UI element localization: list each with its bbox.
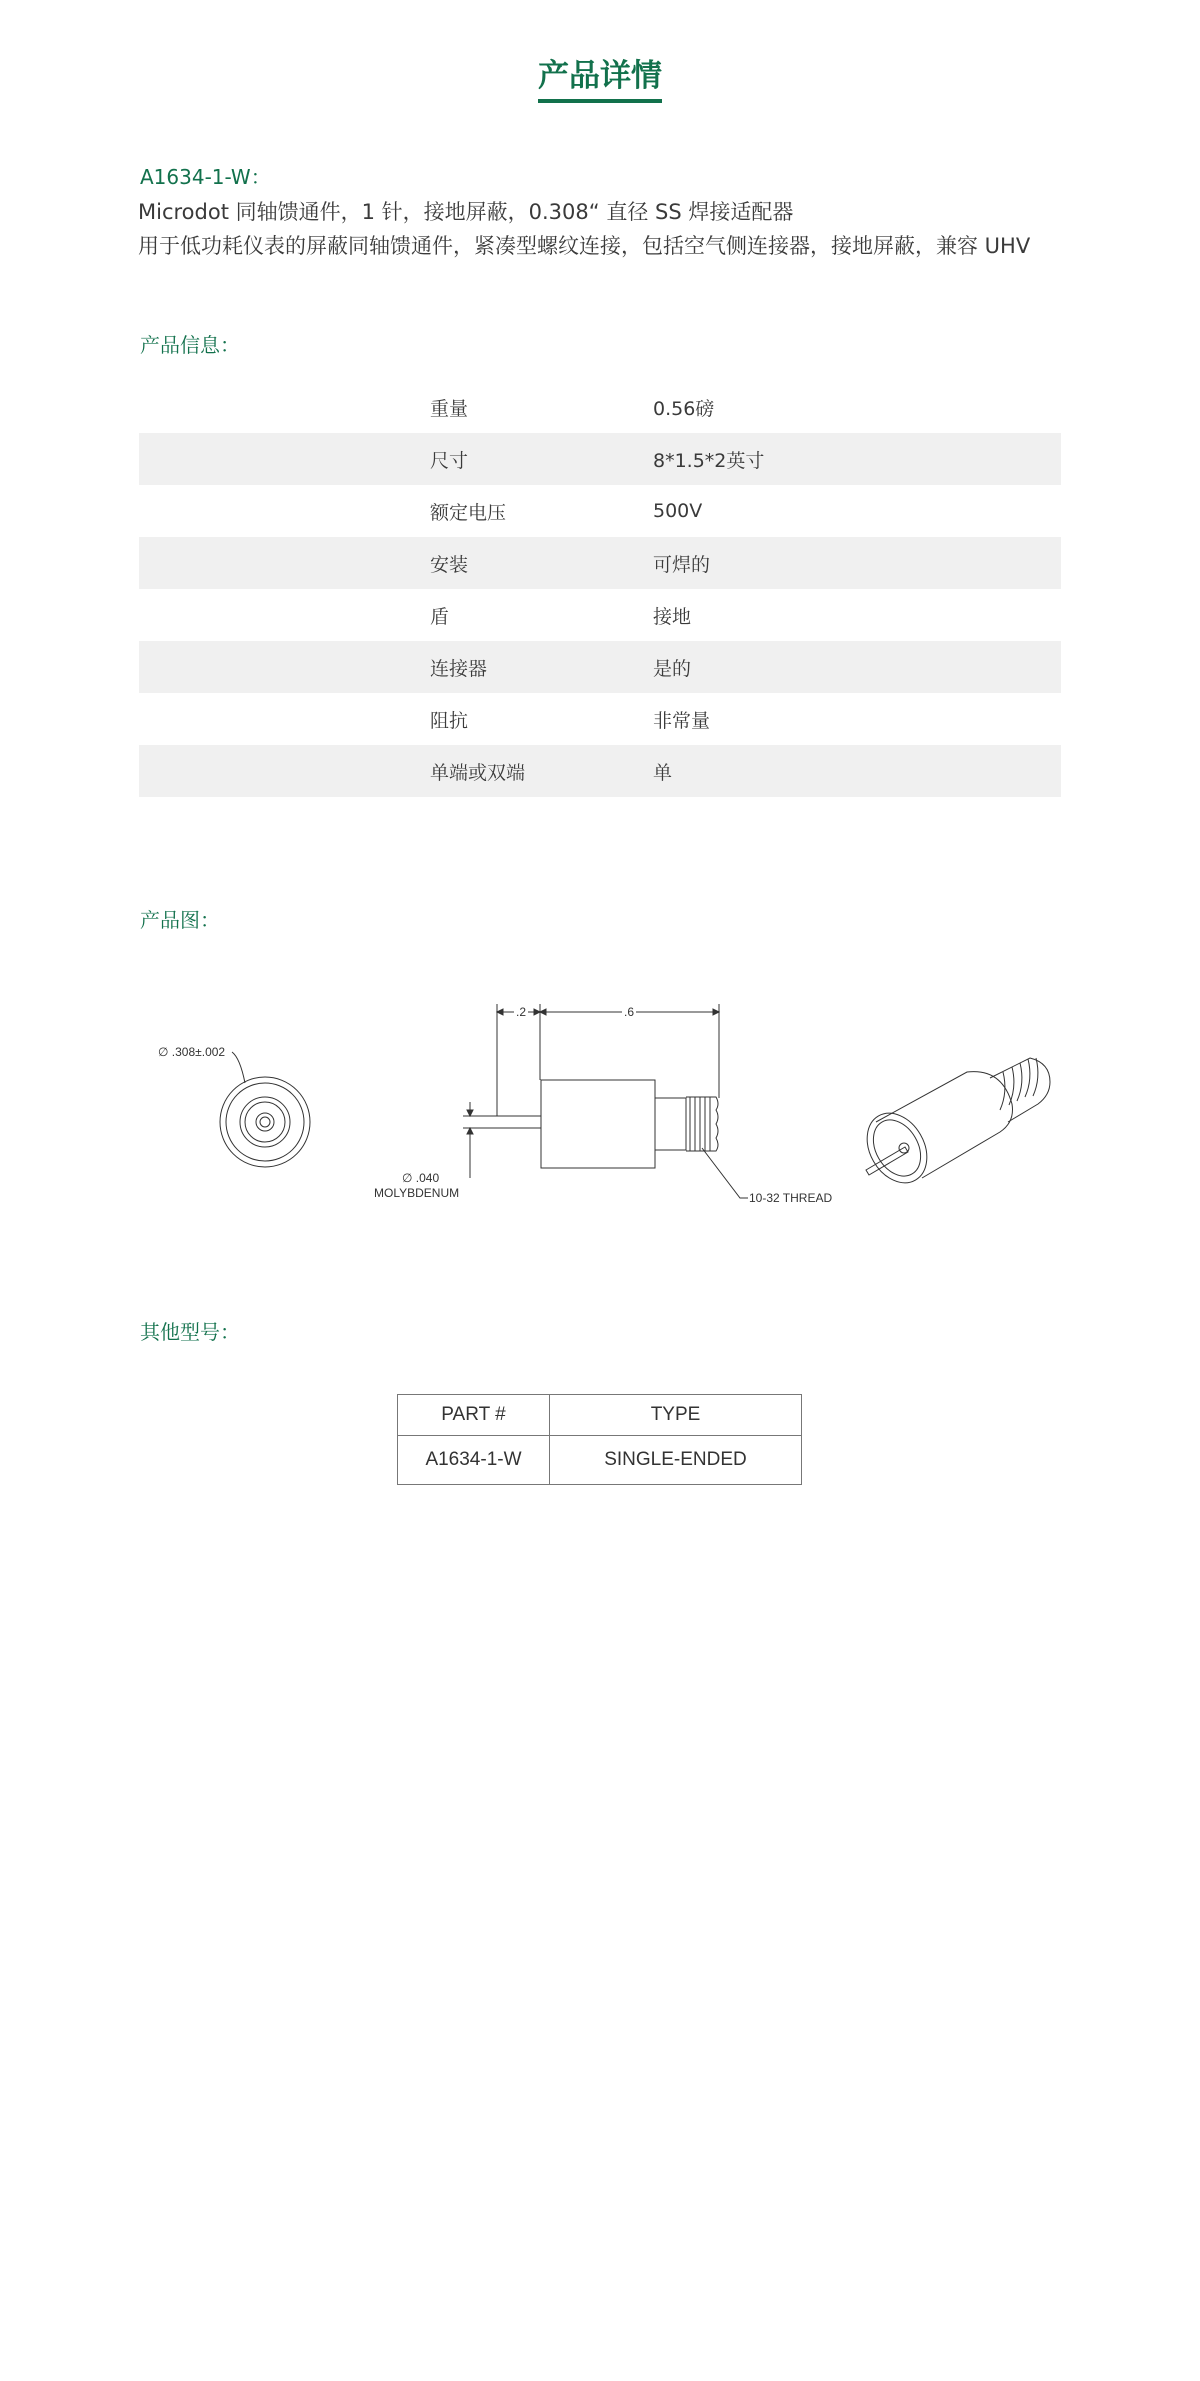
table-row bbox=[398, 1436, 802, 1485]
other-models-table bbox=[397, 1394, 802, 1485]
model-label: A1634-1-W： bbox=[140, 165, 271, 189]
side-view bbox=[374, 1004, 832, 1205]
spec-row bbox=[139, 537, 1061, 589]
spec-key: 单端或双端 bbox=[430, 761, 526, 784]
spec-key: 安装 bbox=[430, 553, 469, 576]
isometric-view bbox=[855, 1058, 1050, 1194]
pin-diameter-label: ∅ .040 bbox=[402, 1171, 440, 1185]
spec-key: 重量 bbox=[430, 397, 469, 420]
product-info-table bbox=[139, 381, 1061, 797]
part-number: A1634-1-W bbox=[398, 1436, 550, 1485]
dimension-b: .6 bbox=[624, 1005, 635, 1019]
spec-row bbox=[139, 589, 1061, 641]
header-part: PART # bbox=[398, 1395, 550, 1436]
diameter-label: ∅ .308±.002 bbox=[158, 1045, 226, 1059]
spec-row bbox=[139, 485, 1061, 537]
spec-key: 尺寸 bbox=[430, 449, 469, 472]
spec-value: 是的 bbox=[653, 657, 692, 680]
spec-value: 0.56磅 bbox=[653, 397, 715, 420]
header-type: TYPE bbox=[550, 1395, 802, 1436]
front-view bbox=[158, 1045, 310, 1167]
description-line-2: 用于低功耗仪表的屏蔽同轴馈通件，紧凑型螺纹连接，包括空气侧连接器，接地屏蔽，兼容 UHV bbox=[138, 234, 1031, 258]
spec-row bbox=[139, 693, 1061, 745]
spec-row bbox=[139, 745, 1061, 797]
thread-label: 10-32 THREAD bbox=[749, 1191, 833, 1205]
pin-material-label: MOLYBDENUM bbox=[374, 1186, 460, 1200]
product-drawing bbox=[0, 990, 1200, 1230]
product-drawing-label: 产品图： bbox=[140, 908, 220, 932]
spec-value: 接地 bbox=[653, 605, 692, 628]
spec-row bbox=[139, 433, 1061, 485]
part-type: SINGLE-ENDED bbox=[550, 1436, 802, 1485]
spec-value: 非常量 bbox=[653, 709, 711, 732]
spec-value: 500V bbox=[653, 500, 703, 522]
page-title: 产品详情 bbox=[538, 58, 662, 103]
spec-row bbox=[139, 641, 1061, 693]
spec-key: 额定电压 bbox=[430, 501, 507, 524]
spec-key: 连接器 bbox=[430, 657, 488, 680]
product-info-label: 产品信息： bbox=[140, 333, 240, 357]
dimension-a: .2 bbox=[516, 1005, 527, 1019]
spec-row bbox=[139, 381, 1061, 433]
models-header-row bbox=[398, 1395, 802, 1436]
spec-value: 8*1.5*2英寸 bbox=[653, 449, 765, 472]
spec-value: 可焊的 bbox=[653, 553, 711, 576]
page-title-wrap bbox=[0, 58, 1200, 103]
description-line-1: Microdot 同轴馈通件，1 针，接地屏蔽，0.308“ 直径 SS 焊接适配器 bbox=[138, 200, 794, 224]
spec-key: 盾 bbox=[430, 605, 450, 628]
other-models-label: 其他型号： bbox=[140, 1320, 240, 1344]
spec-value: 单 bbox=[653, 761, 673, 784]
spec-key: 阻抗 bbox=[430, 709, 469, 732]
